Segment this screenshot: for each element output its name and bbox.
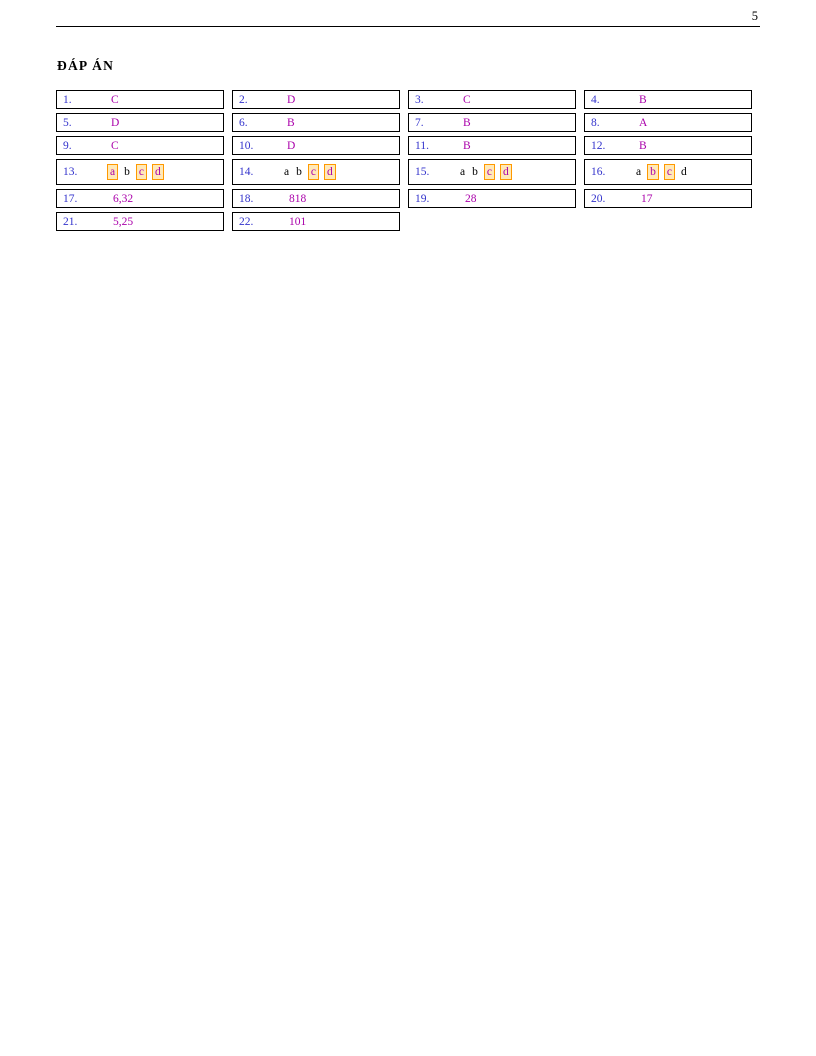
option[interactable]: a [460,166,466,178]
option-group [635,164,688,180]
question-number: 4. [591,93,600,106]
header-rule [56,26,760,27]
answer-value: A [639,116,648,129]
answer-row [56,113,760,132]
answer-row [56,90,760,109]
answer-value: D [287,139,296,152]
answer-cell [232,159,400,185]
answer-row [56,212,760,231]
answer-cell [56,212,224,231]
option-selected[interactable]: d [500,164,512,180]
answer-cell [232,90,400,109]
answer-cell [584,113,752,132]
answer-cell [584,159,752,185]
option-selected[interactable]: d [152,164,164,180]
page-header [56,8,760,27]
answer-value: 6,32 [113,192,134,205]
answer-value: 17 [641,192,653,205]
option[interactable]: a [636,166,642,178]
question-number: 9. [63,139,72,152]
page-number: 5 [751,9,758,23]
question-number: 20. [591,192,606,205]
question-number: 16. [591,166,606,178]
question-number: 7. [415,116,424,129]
question-number: 6. [239,116,248,129]
option[interactable]: b [472,166,478,178]
answer-value: 818 [289,192,307,205]
answer-cell [56,136,224,155]
page-title: ĐÁP ÁN [57,58,115,73]
answer-value: C [463,93,471,106]
answer-value: C [111,139,119,152]
answer-cell [56,113,224,132]
answer-cell [584,90,752,109]
question-number: 21. [63,215,78,228]
question-number: 5. [63,116,72,129]
answer-row [56,136,760,155]
answer-cell [408,113,576,132]
answer-cell [408,136,576,155]
answer-cell [232,189,400,208]
option-selected[interactable]: c [308,164,319,180]
question-number: 3. [415,93,424,106]
question-number: 19. [415,192,430,205]
answer-value: B [639,93,647,106]
answer-cell [408,90,576,109]
answer-cell [232,136,400,155]
option-selected[interactable]: b [647,164,659,180]
option-selected[interactable]: c [136,164,147,180]
question-number: 12. [591,139,606,152]
answer-cell [232,113,400,132]
answer-row [56,159,760,185]
answer-cell [232,212,400,231]
question-number: 8. [591,116,600,129]
option[interactable]: a [284,166,290,178]
answer-value: B [463,139,471,152]
option-selected[interactable]: d [324,164,336,180]
question-number: 15. [415,166,430,178]
question-number: 11. [415,139,429,152]
answer-row [56,189,760,208]
answer-value: B [287,116,295,129]
option-group [459,164,512,180]
answer-cell [584,189,752,208]
option[interactable]: b [124,166,130,178]
answer-grid [56,90,760,235]
option-selected[interactable]: a [107,164,118,180]
answer-value: 5,25 [113,215,134,228]
option[interactable]: b [296,166,302,178]
answer-value: B [463,116,471,129]
option[interactable]: d [680,166,687,178]
question-number: 22. [239,215,254,228]
answer-cell [408,159,576,185]
question-number: 18. [239,192,254,205]
option-selected[interactable]: c [484,164,495,180]
answer-value: B [639,139,647,152]
answer-value: C [111,93,119,106]
question-number: 10. [239,139,254,152]
option-selected[interactable]: c [664,164,675,180]
answer-cell [56,189,224,208]
question-number: 17. [63,192,78,205]
question-number: 1. [63,93,72,106]
answer-cell [408,189,576,208]
answer-value: D [287,93,296,106]
option-group [283,164,336,180]
answer-cell [584,136,752,155]
question-number: 2. [239,93,248,106]
question-number: 13. [63,166,78,178]
question-number: 14. [239,166,254,178]
answer-value: 28 [465,192,477,205]
option-group [107,164,164,180]
answer-value: 101 [289,215,307,228]
answer-cell [56,159,224,185]
answer-cell [56,90,224,109]
answer-value: D [111,116,120,129]
